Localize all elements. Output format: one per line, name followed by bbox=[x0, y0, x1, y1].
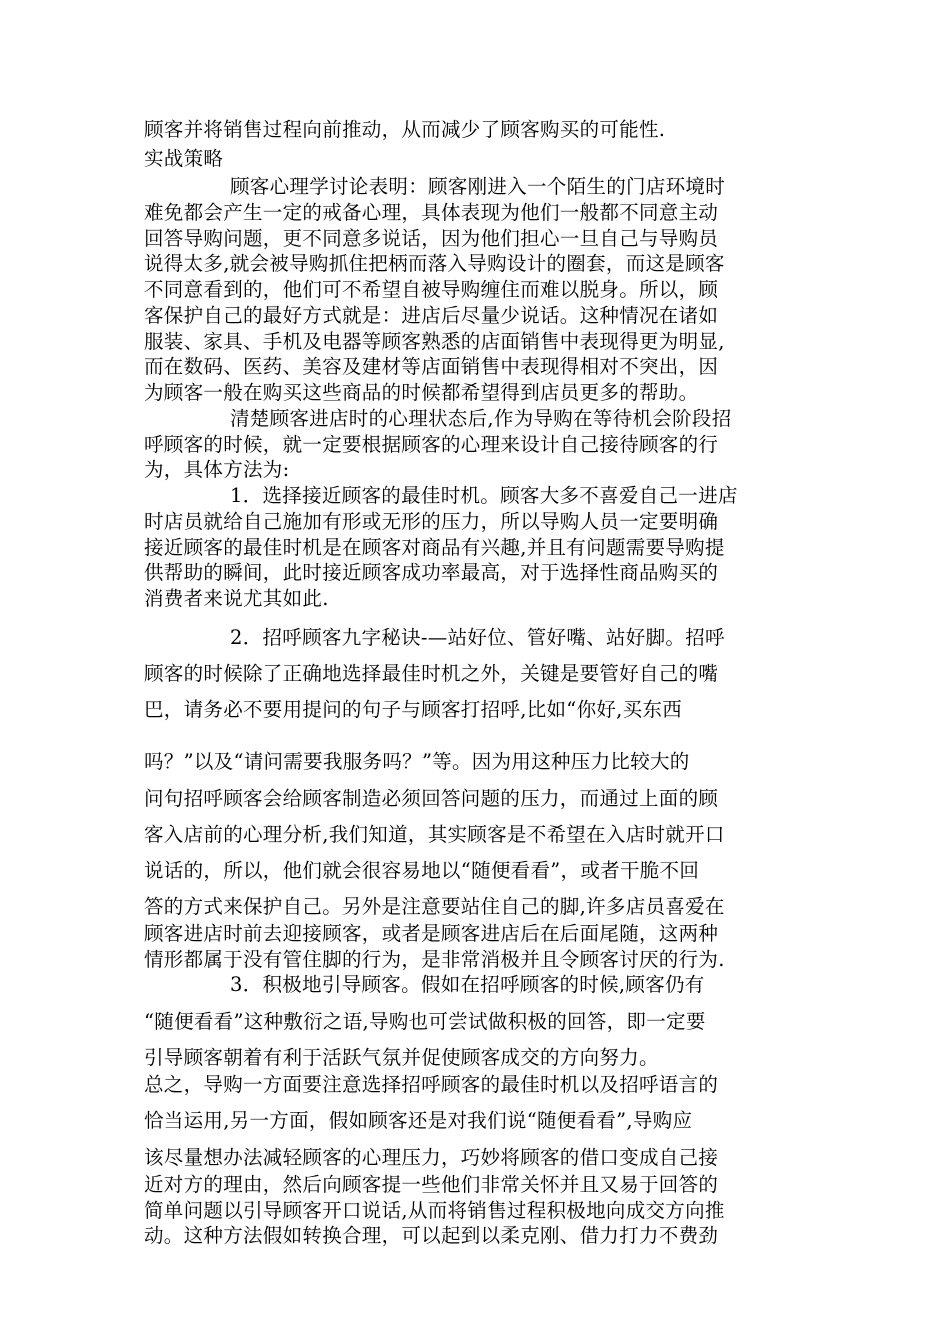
text-line: 顾客并将销售过程向前推动，从而减少了顾客购买的可能性. bbox=[144, 118, 666, 141]
list-item-line: 顾客的时候除了正确地选择最佳时机之外，关键是要管好自己的嘴 bbox=[144, 662, 719, 685]
paragraph-line: 近对方的理由，然后向顾客提一些他们非常关怀并且又易于回答的 bbox=[144, 1173, 719, 1196]
paragraph-line: 为顾客一般在购买这些商品的时候都希望得到店员更多的帮助。 bbox=[144, 381, 699, 404]
list-item-line: 1．选择接近顾客的最佳时机。顾客大多不喜爱自己一进店 bbox=[230, 484, 738, 507]
paragraph-line: 为，具体方法为: bbox=[144, 458, 290, 481]
list-item-line: 吗？”以及“请问需要我服务吗？”等。因为用这种压力比较大的 bbox=[144, 750, 690, 773]
paragraph-line: 而在数码、医药、美容及建材等店面销售中表现得相对不突出，因 bbox=[144, 355, 719, 378]
list-item-line: 答的方式来保护自己。另外是注意要站住自己的脚,许多店员喜爱在 bbox=[144, 895, 725, 918]
paragraph-line: 清楚顾客进店时的心理状态后,作为导购在等待机会阶段招 bbox=[230, 407, 732, 430]
list-item-line: “随便看看”这种敷衍之语,导购也可尝试做积极的回答，即一定要 bbox=[144, 1010, 706, 1033]
paragraph-line: 客保护自己的最好方式就是：进店后尽量少说话。这种情况在诸如 bbox=[144, 304, 719, 327]
paragraph-line: 难免都会产生一定的戒备心理，具体表现为他们一般都不同意主动 bbox=[144, 201, 719, 224]
section-heading: 实战策略 bbox=[144, 147, 224, 170]
paragraph-line: 呼顾客的时候，就一定要根据顾客的心理来设计自己接待顾客的行 bbox=[144, 433, 719, 456]
list-item-line: 供帮助的瞬间，此时接近顾客成功率最高，对于选择性商品购买的 bbox=[144, 561, 719, 584]
list-item-line: 引导顾客朝着有利于活跃气氛并促使顾客成交的方向努力。 bbox=[144, 1046, 659, 1069]
list-item-line: 3．积极地引导顾客。假如在招呼顾客的时候,顾客仍有 bbox=[230, 973, 705, 996]
paragraph-line: 该尽量想办法减轻顾客的心理压力，巧妙将顾客的借口变成自己接 bbox=[144, 1146, 719, 1169]
paragraph-line: 总之，导购一方面要注意选择招呼顾客的最佳时机以及招呼语言的 bbox=[144, 1073, 719, 1096]
list-item-line: 客入店前的心理分析,我们知道，其实顾客是不希望在入店时就开口 bbox=[144, 823, 725, 846]
paragraph-line: 简单问题以引导顾客开口说话,从而将销售过程积极地向成交方向推 bbox=[144, 1199, 725, 1222]
list-item-line: 说话的，所以，他们就会很容易地以“随便看看”，或者干脆不回 bbox=[144, 859, 700, 882]
list-item-line: 顾客进店时前去迎接顾客，或者是顾客进店后在后面尾随，这两种 bbox=[144, 922, 719, 945]
paragraph-line: 恰当运用,另一方面，假如顾客还是对我们说“随便看看”,导购应 bbox=[144, 1109, 693, 1132]
list-item-line: 2．招呼顾客九字秘诀-—站好位、管好嘴、站好脚。招呼 bbox=[230, 626, 725, 649]
list-item-line: 时店员就给自己施加有形或无形的压力，所以导购人员一定要明确 bbox=[144, 510, 719, 533]
list-item-line: 问句招呼顾客会给顾客制造必须回答问题的压力，而通过上面的顾 bbox=[144, 787, 719, 810]
paragraph-line: 顾客心理学讨论表明：顾客刚进入一个陌生的门店环境时 bbox=[230, 175, 726, 198]
list-item-line: 巴，请务必不要用提问的句子与顾客打招呼,比如“你好,买东西 bbox=[144, 698, 683, 721]
list-item-line: 消费者来说尤其如此. bbox=[144, 587, 329, 610]
paragraph-line: 服装、家具、手机及电器等顾客熟悉的店面销售中表现得更为明显, bbox=[144, 330, 725, 353]
paragraph-line: 说得太多,就会被导购抓住把柄而落入导购设计的圈套，而这是顾客 bbox=[144, 252, 725, 275]
paragraph-line: 回答导购问题，更不同意多说话，因为他们担心一旦自己与导购员 bbox=[144, 227, 719, 250]
paragraph-line: 动。这种方法假如转换合理，可以起到以柔克刚、借力打力不费劲 bbox=[144, 1224, 719, 1247]
paragraph-line: 不同意看到的，他们可不希望自被导购缠住而难以脱身。所以，顾 bbox=[144, 278, 719, 301]
list-item-line: 接近顾客的最佳时机是在顾客对商品有兴趣,并且有问题需要导购提 bbox=[144, 536, 725, 559]
list-item-line: 情形都属于没有管住脚的行为，是非常消极并且令顾客讨厌的行为. bbox=[144, 948, 725, 971]
